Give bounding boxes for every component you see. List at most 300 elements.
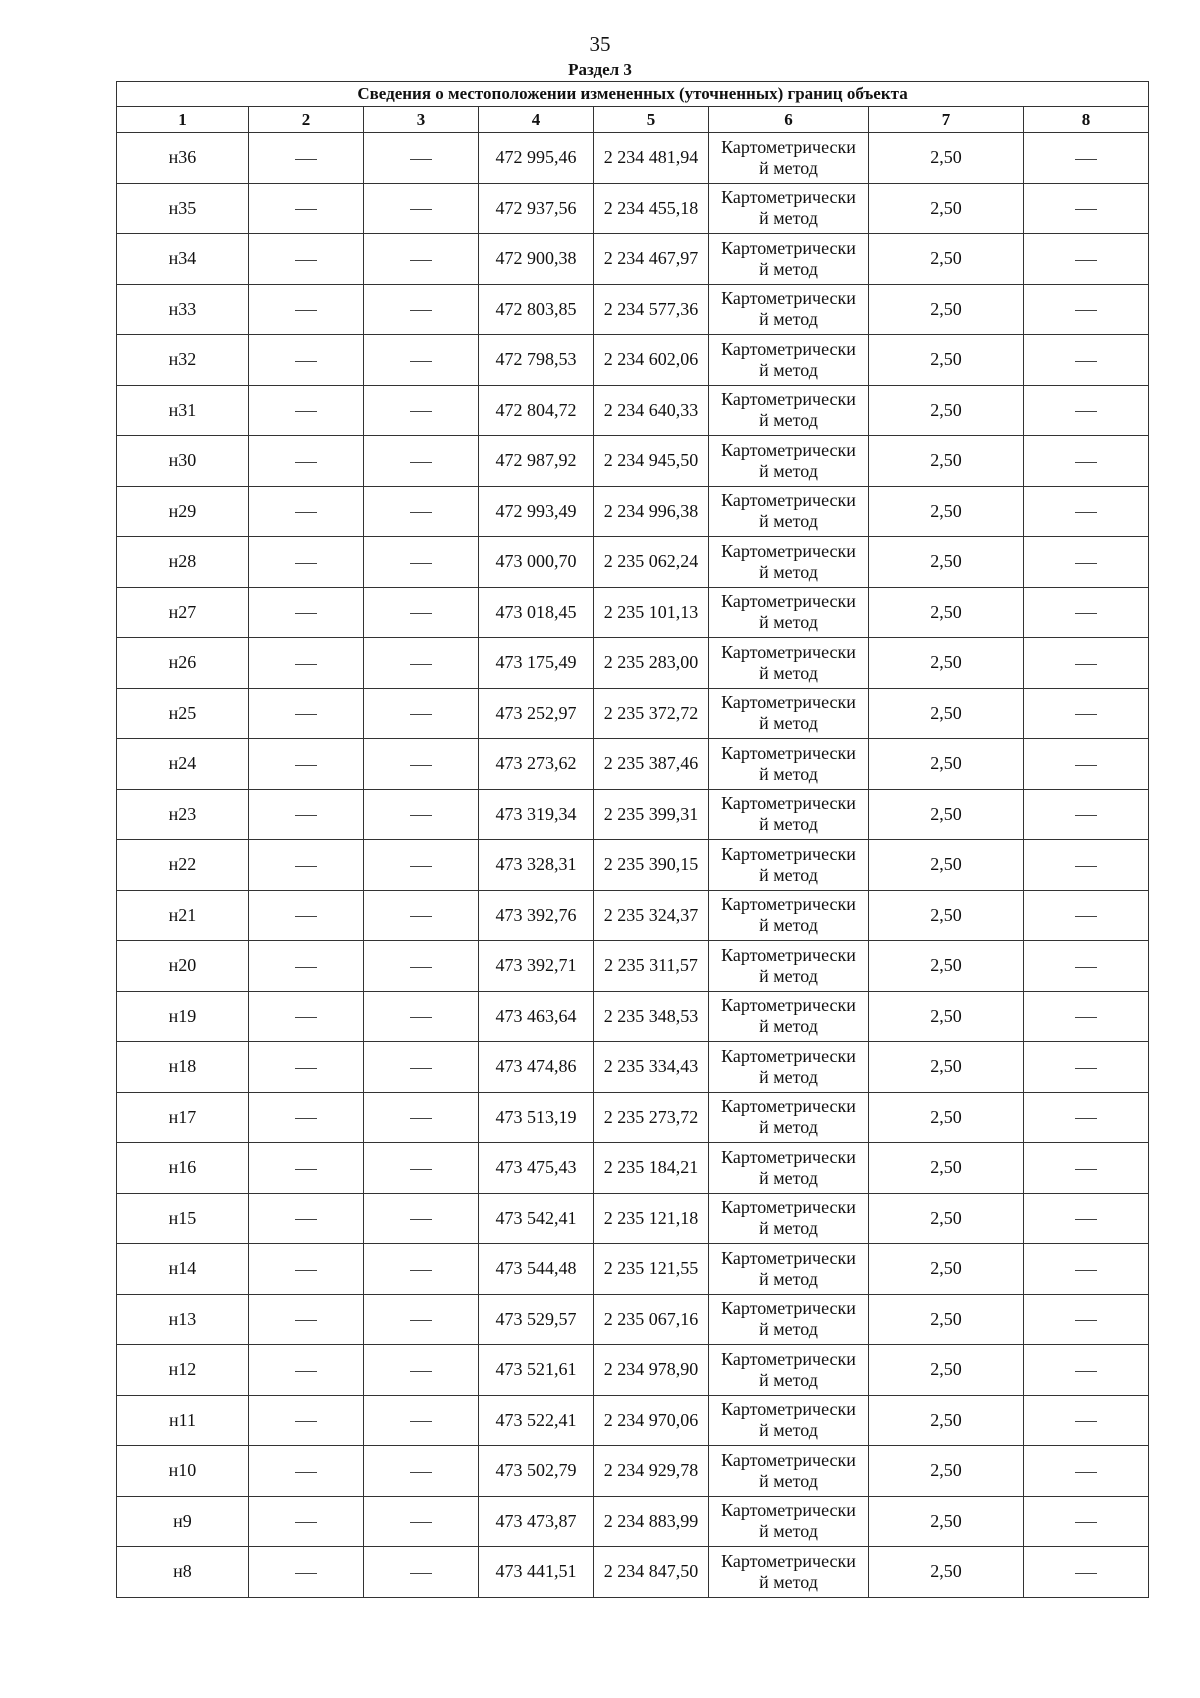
empty-cell <box>1024 840 1149 891</box>
empty-cell <box>364 1446 479 1497</box>
empty-cell <box>249 1345 364 1396</box>
x-coordinate-cell: 472 995,46 <box>479 133 594 184</box>
dash-mark <box>1075 1320 1097 1321</box>
empty-cell <box>249 1244 364 1295</box>
dash-mark <box>1075 1270 1097 1271</box>
x-coordinate-cell: 472 798,53 <box>479 335 594 386</box>
y-coordinate-cell: 2 235 121,18 <box>594 1193 709 1244</box>
method-line-2: й метод <box>759 1571 818 1592</box>
method-cell <box>709 1547 869 1598</box>
dash-mark <box>1075 1421 1097 1422</box>
method-line-2: й метод <box>759 1117 818 1138</box>
method-line-2: й метод <box>759 1268 818 1289</box>
point-name-cell: н17 <box>117 1092 249 1143</box>
table-row <box>117 587 1149 638</box>
x-coordinate-cell: 472 803,85 <box>479 284 594 335</box>
dash-mark <box>410 815 432 816</box>
y-coordinate-cell: 2 235 390,15 <box>594 840 709 891</box>
table-row <box>117 486 1149 537</box>
dash-mark <box>1075 563 1097 564</box>
method-line-2: й метод <box>759 1016 818 1037</box>
point-name-cell: н31 <box>117 385 249 436</box>
dash-mark <box>410 916 432 917</box>
dash-mark <box>1075 159 1097 160</box>
point-name-cell: н18 <box>117 1042 249 1093</box>
point-name-cell: н13 <box>117 1294 249 1345</box>
dash-mark <box>410 1522 432 1523</box>
accuracy-cell: 2,50 <box>869 1547 1024 1598</box>
method-line-2: й метод <box>759 359 818 380</box>
dash-mark <box>1075 1472 1097 1473</box>
method-line-2: й метод <box>759 965 818 986</box>
x-coordinate-cell: 473 542,41 <box>479 1193 594 1244</box>
point-name-cell: н9 <box>117 1496 249 1547</box>
empty-cell <box>249 789 364 840</box>
empty-cell <box>249 1496 364 1547</box>
method-cell <box>709 183 869 234</box>
empty-cell <box>364 335 479 386</box>
accuracy-cell: 2,50 <box>869 1193 1024 1244</box>
empty-cell <box>1024 436 1149 487</box>
empty-cell <box>249 1092 364 1143</box>
table-row <box>117 1547 1149 1598</box>
method-cell <box>709 1496 869 1547</box>
empty-cell <box>364 234 479 285</box>
dash-mark <box>1075 260 1097 261</box>
table-row <box>117 941 1149 992</box>
accuracy-cell: 2,50 <box>869 991 1024 1042</box>
table-row <box>117 1446 1149 1497</box>
dash-mark <box>295 1017 317 1018</box>
accuracy-cell: 2,50 <box>869 1345 1024 1396</box>
table-row <box>117 234 1149 285</box>
empty-cell <box>249 587 364 638</box>
dash-mark <box>295 1219 317 1220</box>
accuracy-cell: 2,50 <box>869 1244 1024 1295</box>
point-name-cell: н20 <box>117 941 249 992</box>
point-name-cell: н28 <box>117 537 249 588</box>
y-coordinate-cell: 2 235 283,00 <box>594 638 709 689</box>
empty-cell <box>1024 688 1149 739</box>
y-coordinate-cell: 2 234 970,06 <box>594 1395 709 1446</box>
dash-mark <box>410 563 432 564</box>
method-cell <box>709 890 869 941</box>
point-name-cell: н11 <box>117 1395 249 1446</box>
dash-mark <box>410 664 432 665</box>
table-row <box>117 1193 1149 1244</box>
y-coordinate-cell: 2 234 455,18 <box>594 183 709 234</box>
accuracy-cell: 2,50 <box>869 789 1024 840</box>
dash-mark <box>410 411 432 412</box>
method-line-2: й метод <box>759 713 818 734</box>
method-line-2: й метод <box>759 1369 818 1390</box>
dash-mark <box>410 967 432 968</box>
y-coordinate-cell: 2 235 324,37 <box>594 890 709 941</box>
y-coordinate-cell: 2 234 847,50 <box>594 1547 709 1598</box>
y-coordinate-cell: 2 234 996,38 <box>594 486 709 537</box>
dash-mark <box>1075 664 1097 665</box>
empty-cell <box>1024 335 1149 386</box>
empty-cell <box>364 789 479 840</box>
point-name-cell: н29 <box>117 486 249 537</box>
x-coordinate-cell: 473 475,43 <box>479 1143 594 1194</box>
table-row <box>117 739 1149 790</box>
dash-mark <box>295 613 317 614</box>
empty-cell <box>1024 1547 1149 1598</box>
empty-cell <box>249 638 364 689</box>
dash-mark <box>410 310 432 311</box>
table-row <box>117 1345 1149 1396</box>
dash-mark <box>410 1118 432 1119</box>
method-line-2: й метод <box>759 561 818 582</box>
empty-cell <box>364 1042 479 1093</box>
empty-cell <box>1024 183 1149 234</box>
point-name-cell: н12 <box>117 1345 249 1396</box>
y-coordinate-cell: 2 234 945,50 <box>594 436 709 487</box>
empty-cell <box>364 133 479 184</box>
y-coordinate-cell: 2 235 101,13 <box>594 587 709 638</box>
method-cell <box>709 688 869 739</box>
method-cell <box>709 284 869 335</box>
method-line-1: Картометрически <box>721 843 856 864</box>
empty-cell <box>364 1345 479 1396</box>
method-line-1: Картометрически <box>721 894 856 915</box>
accuracy-cell: 2,50 <box>869 486 1024 537</box>
point-name-cell: н8 <box>117 1547 249 1598</box>
table-row <box>117 133 1149 184</box>
method-line-1: Картометрически <box>721 338 856 359</box>
dash-mark <box>410 512 432 513</box>
empty-cell <box>1024 789 1149 840</box>
method-line-2: й метод <box>759 1218 818 1239</box>
method-cell <box>709 234 869 285</box>
method-cell <box>709 1446 869 1497</box>
table-row <box>117 537 1149 588</box>
method-line-1: Картометрически <box>721 1449 856 1470</box>
point-name-cell: н33 <box>117 284 249 335</box>
empty-cell <box>364 284 479 335</box>
method-line-1: Картометрически <box>721 1348 856 1369</box>
empty-cell <box>249 1547 364 1598</box>
empty-cell <box>364 1496 479 1547</box>
dash-mark <box>1075 1118 1097 1119</box>
dash-mark <box>410 765 432 766</box>
empty-cell <box>364 941 479 992</box>
y-coordinate-cell: 2 235 062,24 <box>594 537 709 588</box>
method-line-2: й метод <box>759 1167 818 1188</box>
method-line-1: Картометрически <box>721 1197 856 1218</box>
dash-mark <box>295 159 317 160</box>
dash-mark <box>410 866 432 867</box>
accuracy-cell: 2,50 <box>869 234 1024 285</box>
table-row <box>117 840 1149 891</box>
method-line-2: й метод <box>759 157 818 178</box>
dash-mark <box>295 967 317 968</box>
x-coordinate-cell: 473 463,64 <box>479 991 594 1042</box>
empty-cell <box>1024 991 1149 1042</box>
point-name-cell: н21 <box>117 890 249 941</box>
method-line-2: й метод <box>759 1420 818 1441</box>
x-coordinate-cell: 473 175,49 <box>479 638 594 689</box>
empty-cell <box>249 133 364 184</box>
dash-mark <box>1075 411 1097 412</box>
empty-cell <box>1024 284 1149 335</box>
y-coordinate-cell: 2 235 311,57 <box>594 941 709 992</box>
empty-cell <box>1024 234 1149 285</box>
method-line-2: й метод <box>759 511 818 532</box>
method-line-2: й метод <box>759 208 818 229</box>
dash-mark <box>295 664 317 665</box>
x-coordinate-cell: 472 993,49 <box>479 486 594 537</box>
x-coordinate-cell: 473 273,62 <box>479 739 594 790</box>
table-row <box>117 284 1149 335</box>
y-coordinate-cell: 2 234 481,94 <box>594 133 709 184</box>
x-coordinate-cell: 473 441,51 <box>479 1547 594 1598</box>
empty-cell <box>1024 1092 1149 1143</box>
y-coordinate-cell: 2 235 273,72 <box>594 1092 709 1143</box>
x-coordinate-cell: 473 502,79 <box>479 1446 594 1497</box>
dash-mark <box>1075 1068 1097 1069</box>
dash-mark <box>410 1017 432 1018</box>
accuracy-cell: 2,50 <box>869 1042 1024 1093</box>
empty-cell <box>249 688 364 739</box>
dash-mark <box>1075 1371 1097 1372</box>
method-line-2: й метод <box>759 460 818 481</box>
method-cell <box>709 789 869 840</box>
x-coordinate-cell: 473 328,31 <box>479 840 594 891</box>
method-cell <box>709 840 869 891</box>
y-coordinate-cell: 2 235 348,53 <box>594 991 709 1042</box>
empty-cell <box>364 638 479 689</box>
dash-mark <box>1075 512 1097 513</box>
empty-cell <box>1024 537 1149 588</box>
empty-cell <box>249 840 364 891</box>
y-coordinate-cell: 2 234 467,97 <box>594 234 709 285</box>
table-row <box>117 1294 1149 1345</box>
empty-cell <box>364 739 479 790</box>
method-line-1: Картометрически <box>721 187 856 208</box>
empty-cell <box>1024 1496 1149 1547</box>
dash-mark <box>295 866 317 867</box>
point-name-cell: н35 <box>117 183 249 234</box>
method-line-2: й метод <box>759 662 818 683</box>
empty-cell <box>1024 1446 1149 1497</box>
dash-mark <box>1075 714 1097 715</box>
method-line-1: Картометрически <box>721 1247 856 1268</box>
dash-mark <box>295 361 317 362</box>
dash-mark <box>1075 1219 1097 1220</box>
empty-cell <box>249 1143 364 1194</box>
x-coordinate-cell: 472 987,92 <box>479 436 594 487</box>
dash-mark <box>295 1421 317 1422</box>
point-name-cell: н36 <box>117 133 249 184</box>
x-coordinate-cell: 473 319,34 <box>479 789 594 840</box>
method-cell <box>709 1092 869 1143</box>
dash-mark <box>410 613 432 614</box>
y-coordinate-cell: 2 235 334,43 <box>594 1042 709 1093</box>
method-line-2: й метод <box>759 258 818 279</box>
point-name-cell: н26 <box>117 638 249 689</box>
point-name-cell: н23 <box>117 789 249 840</box>
empty-cell <box>1024 587 1149 638</box>
table-body <box>117 133 1149 1598</box>
method-cell <box>709 1244 869 1295</box>
empty-cell <box>249 1446 364 1497</box>
empty-cell <box>249 1042 364 1093</box>
method-line-2: й метод <box>759 763 818 784</box>
table-row <box>117 1143 1149 1194</box>
empty-cell <box>364 991 479 1042</box>
method-line-1: Картометрически <box>721 944 856 965</box>
empty-cell <box>364 1143 479 1194</box>
section-title: Раздел 3 <box>568 60 632 79</box>
method-cell <box>709 941 869 992</box>
dash-mark <box>410 260 432 261</box>
x-coordinate-cell: 472 804,72 <box>479 385 594 436</box>
method-line-2: й метод <box>759 1066 818 1087</box>
dash-mark <box>410 1169 432 1170</box>
empty-cell <box>1024 638 1149 689</box>
empty-cell <box>1024 1143 1149 1194</box>
table-row <box>117 1395 1149 1446</box>
accuracy-cell: 2,50 <box>869 183 1024 234</box>
table-row <box>117 789 1149 840</box>
empty-cell <box>1024 385 1149 436</box>
dash-mark <box>410 1421 432 1422</box>
y-coordinate-cell: 2 235 399,31 <box>594 789 709 840</box>
method-cell <box>709 991 869 1042</box>
x-coordinate-cell: 473 018,45 <box>479 587 594 638</box>
dash-mark <box>410 1320 432 1321</box>
method-line-2: й метод <box>759 1470 818 1491</box>
column-header: 8 <box>1024 107 1149 133</box>
table-header-row <box>117 107 1149 133</box>
empty-cell <box>364 1547 479 1598</box>
table-row <box>117 991 1149 1042</box>
point-name-cell: н34 <box>117 234 249 285</box>
empty-cell <box>249 537 364 588</box>
dash-mark <box>295 815 317 816</box>
empty-cell <box>249 890 364 941</box>
dash-mark <box>410 462 432 463</box>
empty-cell <box>364 587 479 638</box>
method-line-1: Картометрически <box>721 490 856 511</box>
dash-mark <box>295 1068 317 1069</box>
method-line-1: Картометрически <box>721 1045 856 1066</box>
point-name-cell: н32 <box>117 335 249 386</box>
method-cell <box>709 1143 869 1194</box>
method-line-1: Картометрически <box>721 591 856 612</box>
method-cell <box>709 1345 869 1396</box>
empty-cell <box>249 941 364 992</box>
method-line-1: Картометрически <box>721 389 856 410</box>
method-line-2: й метод <box>759 410 818 431</box>
y-coordinate-cell: 2 234 929,78 <box>594 1446 709 1497</box>
empty-cell <box>364 486 479 537</box>
empty-cell <box>249 1193 364 1244</box>
empty-cell <box>249 739 364 790</box>
point-name-cell: н30 <box>117 436 249 487</box>
method-line-1: Картометрически <box>721 288 856 309</box>
method-line-1: Картометрически <box>721 692 856 713</box>
column-header: 5 <box>594 107 709 133</box>
accuracy-cell: 2,50 <box>869 1496 1024 1547</box>
dash-mark <box>295 1522 317 1523</box>
method-line-2: й метод <box>759 1521 818 1542</box>
method-cell <box>709 436 869 487</box>
accuracy-cell: 2,50 <box>869 587 1024 638</box>
dash-mark <box>410 1270 432 1271</box>
empty-cell <box>249 486 364 537</box>
method-line-1: Картометрически <box>721 1399 856 1420</box>
empty-cell <box>364 1395 479 1446</box>
empty-cell <box>1024 1294 1149 1345</box>
table-row <box>117 385 1149 436</box>
empty-cell <box>249 335 364 386</box>
accuracy-cell: 2,50 <box>869 335 1024 386</box>
accuracy-cell: 2,50 <box>869 436 1024 487</box>
method-line-1: Картометрически <box>721 439 856 460</box>
dash-mark <box>1075 462 1097 463</box>
table-row <box>117 1496 1149 1547</box>
point-name-cell: н15 <box>117 1193 249 1244</box>
column-header: 4 <box>479 107 594 133</box>
method-line-1: Картометрически <box>721 641 856 662</box>
method-line-1: Картометрически <box>721 1500 856 1521</box>
table-row <box>117 890 1149 941</box>
table-row <box>117 1042 1149 1093</box>
empty-cell <box>364 537 479 588</box>
y-coordinate-cell: 2 234 883,99 <box>594 1496 709 1547</box>
x-coordinate-cell: 473 392,76 <box>479 890 594 941</box>
dash-mark <box>295 1472 317 1473</box>
accuracy-cell: 2,50 <box>869 133 1024 184</box>
empty-cell <box>249 436 364 487</box>
dash-mark <box>410 714 432 715</box>
accuracy-cell: 2,50 <box>869 840 1024 891</box>
dash-mark <box>1075 361 1097 362</box>
point-name-cell: н16 <box>117 1143 249 1194</box>
accuracy-cell: 2,50 <box>869 537 1024 588</box>
x-coordinate-cell: 473 521,61 <box>479 1345 594 1396</box>
method-cell <box>709 1193 869 1244</box>
method-cell <box>709 587 869 638</box>
dash-mark <box>295 765 317 766</box>
table-row <box>117 436 1149 487</box>
y-coordinate-cell: 2 234 978,90 <box>594 1345 709 1396</box>
empty-cell <box>364 1092 479 1143</box>
method-cell <box>709 133 869 184</box>
empty-cell <box>249 991 364 1042</box>
accuracy-cell: 2,50 <box>869 1143 1024 1194</box>
x-coordinate-cell: 473 544,48 <box>479 1244 594 1295</box>
method-cell <box>709 1294 869 1345</box>
table-row <box>117 335 1149 386</box>
empty-cell <box>1024 890 1149 941</box>
accuracy-cell: 2,50 <box>869 638 1024 689</box>
empty-cell <box>1024 941 1149 992</box>
accuracy-cell: 2,50 <box>869 941 1024 992</box>
point-name-cell: н24 <box>117 739 249 790</box>
dash-mark <box>410 1371 432 1372</box>
dash-mark <box>1075 310 1097 311</box>
x-coordinate-cell: 473 529,57 <box>479 1294 594 1345</box>
method-line-2: й метод <box>759 309 818 330</box>
point-name-cell: н14 <box>117 1244 249 1295</box>
accuracy-cell: 2,50 <box>869 1446 1024 1497</box>
dash-mark <box>295 411 317 412</box>
empty-cell <box>1024 1193 1149 1244</box>
